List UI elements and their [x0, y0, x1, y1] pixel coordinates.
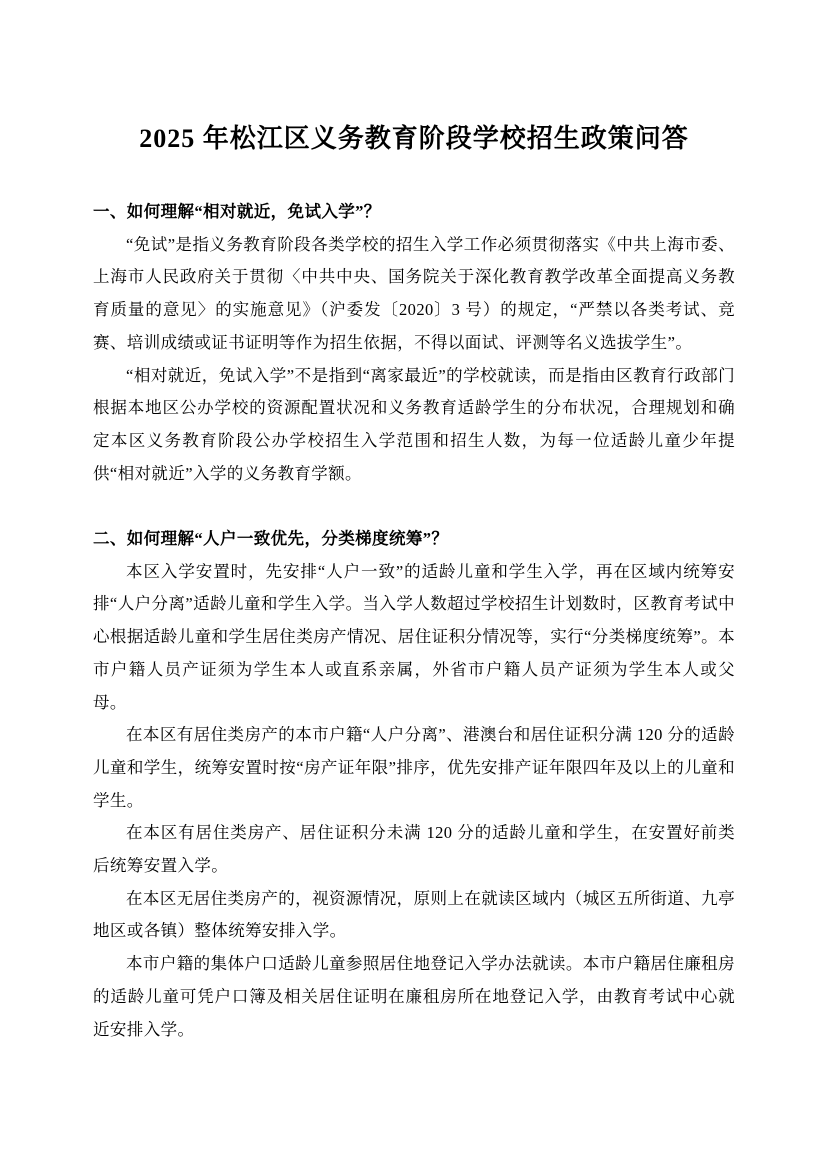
question-2-heading: 二、如何理解“人户一致优先，分类梯度统筹”？	[93, 529, 449, 549]
question-1-heading: 一、如何理解“相对就近，免试入学”？	[93, 202, 381, 221]
q2-paragraph-3: 在本区有居住类房产、居住证积分未满 120 分的适龄儿童和学生，在安置好前类后统筹安置入学。	[93, 823, 735, 876]
q2-paragraph-1: 本区入学安置时，先安排“人户一致”的适龄儿童和学生入学，再在区域内统筹安排“人户分离”适龄儿童和学生入学。当入学人数超过学校招生计划数时，区教育考试中心根据适龄儿童和学生居住类房产情况、居住证积分情况等，实行“分类梯度统筹”。本市户籍人员产证须为学生本人或直系亲属，外省市户籍人员产证须为学生本人或父母。	[93, 561, 735, 712]
section-q2	[93, 523, 735, 1046]
q2-paragraph-2: 在本区有居住类房产的本市户籍“人户分离”、港澳台和居住证积分满 120 分的适龄儿童和学生，统筹安置时按“房产证年限”排序，优先安排产证年限四年及以上的儿童和学生。	[93, 725, 735, 810]
section-q1	[93, 196, 735, 490]
document-title: 2025 年松江区义务教育阶段学校招生政策问答	[139, 124, 689, 153]
q2-paragraph-5: 本市户籍的集体户口适龄儿童参照居住地登记入学办法就读。本市户籍居住廉租房的适龄儿童可凭户口簿及相关居住证明在廉租房所在地登记入学，由教育考试中心就近安排入学。	[93, 954, 735, 1039]
q1-paragraph-1: “免试”是指义务教育阶段各类学校的招生入学工作必须贯彻落实《中共上海市委、上海市人民政府关于贯彻〈中共中央、国务院关于深化教育教学改革全面提高义务教育质量的意见〉的实施意见》（沪委发〔2020〕3 号）的规定，“严禁以各类考试、竞赛、培训成绩或证书证明等作为招生依据，不得以面试、评测等名义选拔学生”。	[93, 234, 735, 352]
q2-paragraph-4: 在本区无居住类房产的，视资源情况，原则上在就读区域内（城区五所街道、九亭地区或各镇）整体统筹安排入学。	[93, 888, 735, 941]
q1-paragraph-2: “相对就近，免试入学”不是指到“离家最近”的学校就读，而是指由区教育行政部门根据本地区公办学校的资源配置状况和义务教育适龄学生的分布状况，合理规划和确定本区义务教育阶段公办学校招生入学范围和招生人数，为每一位适龄儿童少年提供“相对就近”入学的义务教育学额。	[93, 365, 735, 483]
